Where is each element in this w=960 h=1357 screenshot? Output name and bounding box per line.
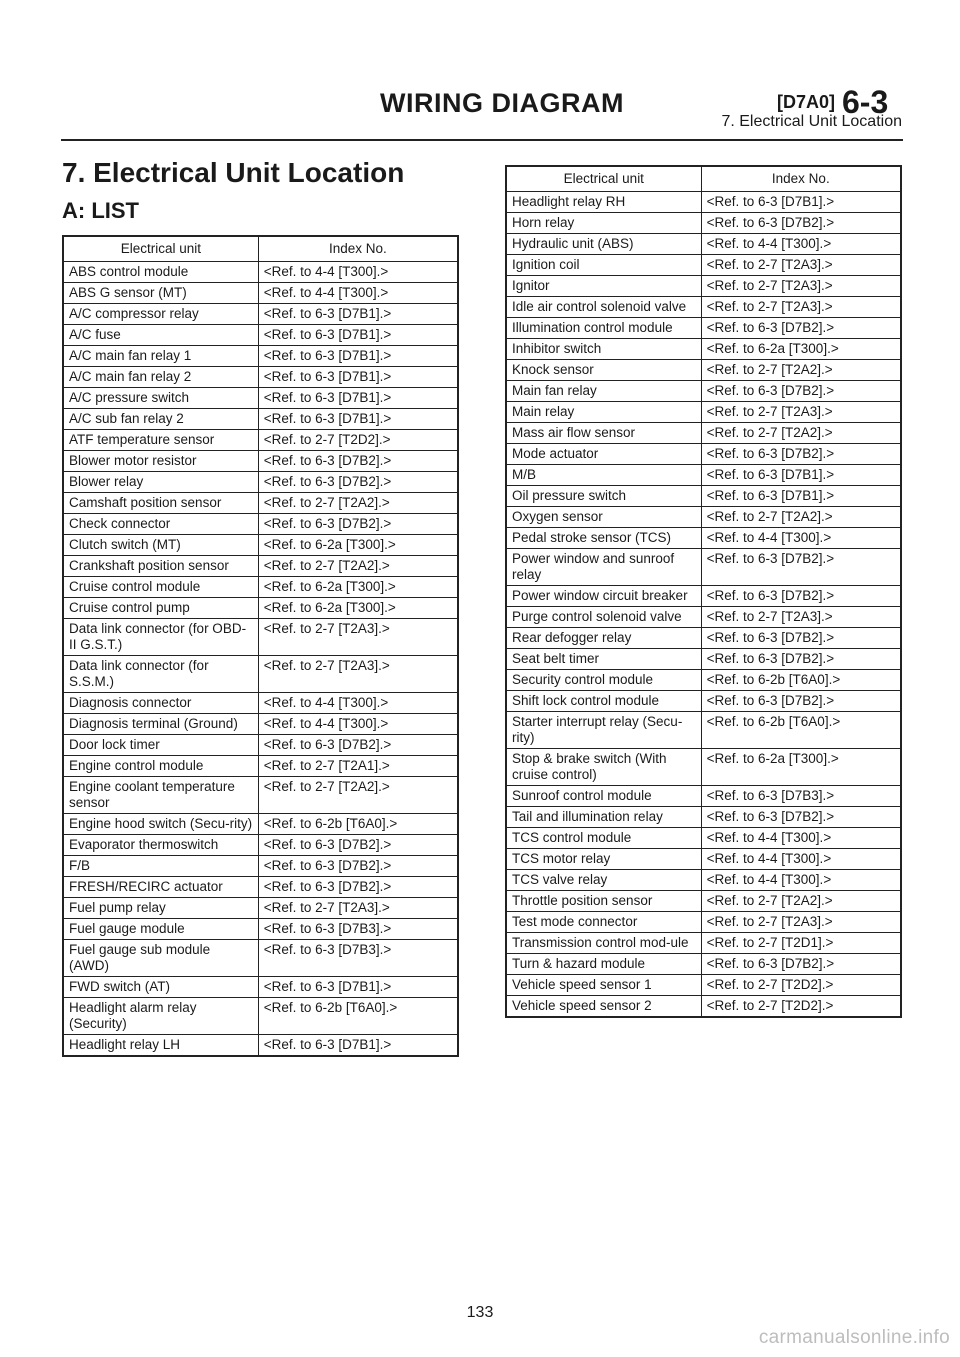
watermark: carmanualsonline.info [758,1327,950,1348]
table-row [506,912,901,933]
table-row [506,996,901,1018]
unit-name-cell: Rear defogger relay [506,628,701,649]
unit-name-cell: Main fan relay [506,381,701,402]
unit-name-cell: Sunroof control module [506,786,701,807]
unit-name-cell: Tail and illumination relay [506,807,701,828]
index-ref-cell: <Ref. to 2-7 [T2A3].> [701,912,901,933]
index-ref-cell: <Ref. to 2-7 [T2A1].> [258,756,458,777]
table-row [506,402,901,423]
index-ref-cell: <Ref. to 6-2a [T300].> [701,339,901,360]
table-row [506,360,901,381]
index-ref-cell: <Ref. to 6-3 [D7B2].> [701,691,901,712]
table-row [506,276,901,297]
index-ref-cell: <Ref. to 6-3 [D7B3].> [258,919,458,940]
index-ref-cell: <Ref. to 6-3 [D7B2].> [701,954,901,975]
table-row [63,346,458,367]
table-row [506,528,901,549]
table-row [63,388,458,409]
column-header-index: Index No. [258,236,458,262]
unit-name-cell: TCS control module [506,828,701,849]
unit-name-cell: Fuel pump relay [63,898,258,919]
unit-name-cell: Pedal stroke sensor (TCS) [506,528,701,549]
unit-name-cell: Seat belt timer [506,649,701,670]
table-row [506,318,901,339]
index-ref-cell: <Ref. to 6-3 [D7B2].> [258,877,458,898]
unit-name-cell: FWD switch (AT) [63,977,258,998]
table-row [506,607,901,628]
index-ref-cell: <Ref. to 6-3 [D7B1].> [258,367,458,388]
unit-name-cell: TCS valve relay [506,870,701,891]
table-row [506,849,901,870]
unit-name-cell: TCS motor relay [506,849,701,870]
table-row [63,472,458,493]
table-row [506,381,901,402]
index-ref-cell: <Ref. to 2-7 [T2A2].> [258,556,458,577]
index-ref-cell: <Ref. to 6-3 [D7B2].> [701,318,901,339]
unit-name-cell: ABS G sensor (MT) [63,283,258,304]
index-ref-cell: <Ref. to 2-7 [T2A3].> [701,276,901,297]
unit-table-left [62,235,459,1057]
unit-name-cell: Fuel gauge module [63,919,258,940]
unit-name-cell: Hydraulic unit (ABS) [506,234,701,255]
index-ref-cell: <Ref. to 2-7 [T2A2].> [701,891,901,912]
table-row [506,234,901,255]
table-row [63,814,458,835]
index-ref-cell: <Ref. to 6-3 [D7B3].> [701,786,901,807]
table-row [506,807,901,828]
table-row [506,786,901,807]
index-ref-cell: <Ref. to 6-3 [D7B1].> [258,304,458,325]
unit-name-cell: Check connector [63,514,258,535]
table-row [506,465,901,486]
unit-name-cell: Inhibitor switch [506,339,701,360]
unit-name-cell: Blower relay [63,472,258,493]
index-ref-cell: <Ref. to 6-2a [T300].> [258,577,458,598]
table-row [506,749,901,786]
unit-name-cell: Vehicle speed sensor 1 [506,975,701,996]
table-row [63,304,458,325]
table-row [506,975,901,996]
index-ref-cell: <Ref. to 2-7 [T2D2].> [701,975,901,996]
section-title: A: LIST [62,198,139,223]
unit-name-cell: Horn relay [506,213,701,234]
unit-name-cell: Headlight relay LH [63,1035,258,1057]
index-ref-cell: <Ref. to 2-7 [T2A3].> [701,297,901,318]
index-ref-cell: <Ref. to 6-2b [T6A0].> [701,670,901,691]
unit-name-cell: Diagnosis terminal (Ground) [63,714,258,735]
index-ref-cell: <Ref. to 6-2b [T6A0].> [701,712,901,749]
index-ref-cell: <Ref. to 4-4 [T300].> [701,828,901,849]
header-section: 6-3 [842,84,889,120]
index-ref-cell: <Ref. to 6-3 [D7B1].> [701,465,901,486]
unit-name-cell: Cruise control module [63,577,258,598]
unit-name-cell: Vehicle speed sensor 2 [506,996,701,1018]
index-ref-cell: <Ref. to 6-3 [D7B2].> [258,451,458,472]
table-row [63,409,458,430]
index-ref-cell: <Ref. to 6-3 [D7B1].> [258,325,458,346]
table-row [506,691,901,712]
table-row [63,1035,458,1057]
table-row [506,628,901,649]
table-row [506,933,901,954]
index-ref-cell: <Ref. to 6-3 [D7B1].> [258,977,458,998]
unit-name-cell: Security control module [506,670,701,691]
table-header-row [63,236,458,262]
unit-table-right [505,165,902,1018]
table-row [506,507,901,528]
table-row [63,940,458,977]
index-ref-cell: <Ref. to 6-3 [D7B3].> [258,940,458,977]
index-ref-cell: <Ref. to 6-3 [D7B2].> [701,649,901,670]
index-ref-cell: <Ref. to 6-2b [T6A0].> [258,998,458,1035]
unit-name-cell: Transmission control mod-ule [506,933,701,954]
unit-name-cell: Throttle position sensor [506,891,701,912]
page-title: 7. Electrical Unit Location [62,157,405,188]
table-row [506,297,901,318]
index-ref-cell: <Ref. to 4-4 [T300].> [258,714,458,735]
unit-name-cell: A/C main fan relay 1 [63,346,258,367]
unit-name-cell: Data link connector (for OBD-II G.S.T.) [63,619,258,656]
table-row [506,549,901,586]
index-ref-cell: <Ref. to 2-7 [T2A2].> [701,507,901,528]
index-ref-cell: <Ref. to 6-3 [D7B2].> [258,735,458,756]
unit-name-cell: Data link connector (for S.S.M.) [63,656,258,693]
unit-name-cell: ATF temperature sensor [63,430,258,451]
unit-name-cell: A/C compressor relay [63,304,258,325]
index-ref-cell: <Ref. to 6-3 [D7B2].> [258,835,458,856]
table-row [63,835,458,856]
index-ref-cell: <Ref. to 6-3 [D7B1].> [258,409,458,430]
table-row [63,898,458,919]
index-ref-cell: <Ref. to 6-2b [T6A0].> [258,814,458,835]
table-row [506,213,901,234]
unit-name-cell: Main relay [506,402,701,423]
index-ref-cell: <Ref. to 6-3 [D7B2].> [258,472,458,493]
index-ref-cell: <Ref. to 4-4 [T300].> [701,870,901,891]
unit-name-cell: Mass air flow sensor [506,423,701,444]
unit-name-cell: Headlight alarm relay (Security) [63,998,258,1035]
unit-name-cell: A/C sub fan relay 2 [63,409,258,430]
table-row [63,856,458,877]
index-ref-cell: <Ref. to 4-4 [T300].> [701,528,901,549]
table-row [506,339,901,360]
header-subtitle: 7. Electrical Unit Location [721,113,902,130]
header-code: [D7A0] [777,92,836,112]
unit-name-cell: Diagnosis connector [63,693,258,714]
table-row [63,598,458,619]
index-ref-cell: <Ref. to 6-2a [T300].> [258,598,458,619]
table-row [506,192,901,213]
unit-name-cell: Idle air control solenoid valve [506,297,701,318]
table-row [506,444,901,465]
header-title: WIRING DIAGRAM [380,88,624,118]
unit-name-cell: Knock sensor [506,360,701,381]
index-ref-cell: <Ref. to 6-3 [D7B1].> [701,192,901,213]
table-row [63,514,458,535]
unit-name-cell: Headlight relay RH [506,192,701,213]
table-row [506,423,901,444]
unit-name-cell: Power window circuit breaker [506,586,701,607]
table-row [63,430,458,451]
index-ref-cell: <Ref. to 6-3 [D7B2].> [701,807,901,828]
unit-name-cell: ABS control module [63,262,258,283]
column-header-unit: Electrical unit [506,166,701,192]
unit-name-cell: Ignition coil [506,255,701,276]
unit-name-cell: Turn & hazard module [506,954,701,975]
unit-name-cell: Shift lock control module [506,691,701,712]
table-row [63,451,458,472]
unit-name-cell: Engine control module [63,756,258,777]
table-row [63,325,458,346]
table-row [506,891,901,912]
table-row [63,756,458,777]
unit-name-cell: Crankshaft position sensor [63,556,258,577]
index-ref-cell: <Ref. to 4-4 [T300].> [258,693,458,714]
column-header-unit: Electrical unit [63,236,258,262]
column-header-index: Index No. [701,166,901,192]
table-row [63,735,458,756]
unit-name-cell: Evaporator thermoswitch [63,835,258,856]
index-ref-cell: <Ref. to 4-4 [T300].> [701,234,901,255]
header-rule [61,139,903,141]
unit-name-cell: Engine coolant temperature sensor [63,777,258,814]
index-ref-cell: <Ref. to 2-7 [T2A3].> [701,402,901,423]
index-ref-cell: <Ref. to 6-3 [D7B1].> [258,1035,458,1057]
index-ref-cell: <Ref. to 2-7 [T2D2].> [701,996,901,1018]
index-ref-cell: <Ref. to 2-7 [T2D2].> [258,430,458,451]
table-row [506,954,901,975]
index-ref-cell: <Ref. to 4-4 [T300].> [258,262,458,283]
unit-name-cell: Camshaft position sensor [63,493,258,514]
unit-name-cell: M/B [506,465,701,486]
unit-name-cell: FRESH/RECIRC actuator [63,877,258,898]
unit-name-cell: Illumination control module [506,318,701,339]
unit-name-cell: Ignitor [506,276,701,297]
unit-name-cell: Blower motor resistor [63,451,258,472]
table-header-row [506,166,901,192]
index-ref-cell: <Ref. to 2-7 [T2A2].> [701,423,901,444]
table-row [63,577,458,598]
index-ref-cell: <Ref. to 6-3 [D7B2].> [701,549,901,586]
unit-name-cell: Starter interrupt relay (Secu-rity) [506,712,701,749]
table-row [63,998,458,1035]
table-row [63,656,458,693]
table-row [63,556,458,577]
index-ref-cell: <Ref. to 6-2a [T300].> [701,749,901,786]
index-ref-cell: <Ref. to 4-4 [T300].> [701,849,901,870]
table-row [506,586,901,607]
table-row [63,714,458,735]
table-row [63,619,458,656]
index-ref-cell: <Ref. to 2-7 [T2A3].> [258,898,458,919]
index-ref-cell: <Ref. to 2-7 [T2D1].> [701,933,901,954]
index-ref-cell: <Ref. to 2-7 [T2A3].> [701,255,901,276]
unit-name-cell: Cruise control pump [63,598,258,619]
index-ref-cell: <Ref. to 6-2a [T300].> [258,535,458,556]
index-ref-cell: <Ref. to 4-4 [T300].> [258,283,458,304]
unit-name-cell: A/C fuse [63,325,258,346]
table-row [506,670,901,691]
table-row [63,693,458,714]
table-row [506,649,901,670]
table-row [63,367,458,388]
index-ref-cell: <Ref. to 6-3 [D7B2].> [258,514,458,535]
table-row [506,255,901,276]
index-ref-cell: <Ref. to 2-7 [T2A2].> [701,360,901,381]
table-row [63,919,458,940]
unit-name-cell: Power window and sunroof relay [506,549,701,586]
table-row [506,828,901,849]
unit-name-cell: A/C pressure switch [63,388,258,409]
table-row [506,870,901,891]
index-ref-cell: <Ref. to 6-3 [D7B2].> [258,856,458,877]
unit-name-cell: Door lock timer [63,735,258,756]
index-ref-cell: <Ref. to 6-3 [D7B1].> [701,486,901,507]
table-row [63,262,458,283]
table-row [63,283,458,304]
table-row [506,712,901,749]
unit-name-cell: Oil pressure switch [506,486,701,507]
unit-name-cell: Mode actuator [506,444,701,465]
index-ref-cell: <Ref. to 6-3 [D7B2].> [701,628,901,649]
index-ref-cell: <Ref. to 2-7 [T2A2].> [258,777,458,814]
page-header [0,0,960,140]
index-ref-cell: <Ref. to 6-3 [D7B2].> [701,213,901,234]
table-row [63,977,458,998]
unit-name-cell: Engine hood switch (Secu-rity) [63,814,258,835]
index-ref-cell: <Ref. to 2-7 [T2A2].> [258,493,458,514]
unit-name-cell: A/C main fan relay 2 [63,367,258,388]
index-ref-cell: <Ref. to 6-3 [D7B2].> [701,586,901,607]
table-row [63,493,458,514]
table-row [63,535,458,556]
table-row [63,877,458,898]
unit-name-cell: Test mode connector [506,912,701,933]
index-ref-cell: <Ref. to 6-3 [D7B1].> [258,388,458,409]
index-ref-cell: <Ref. to 6-3 [D7B2].> [701,444,901,465]
table-row [63,777,458,814]
index-ref-cell: <Ref. to 2-7 [T2A3].> [701,607,901,628]
index-ref-cell: <Ref. to 6-3 [D7B1].> [258,346,458,367]
unit-name-cell: Stop & brake switch (With cruise control) [506,749,701,786]
unit-name-cell: Oxygen sensor [506,507,701,528]
index-ref-cell: <Ref. to 2-7 [T2A3].> [258,656,458,693]
unit-name-cell: F/B [63,856,258,877]
unit-name-cell: Fuel gauge sub module (AWD) [63,940,258,977]
table-row [506,486,901,507]
unit-name-cell: Purge control solenoid valve [506,607,701,628]
index-ref-cell: <Ref. to 6-3 [D7B2].> [701,381,901,402]
unit-name-cell: Clutch switch (MT) [63,535,258,556]
index-ref-cell: <Ref. to 2-7 [T2A3].> [258,619,458,656]
page-number: 133 [466,1304,494,1321]
